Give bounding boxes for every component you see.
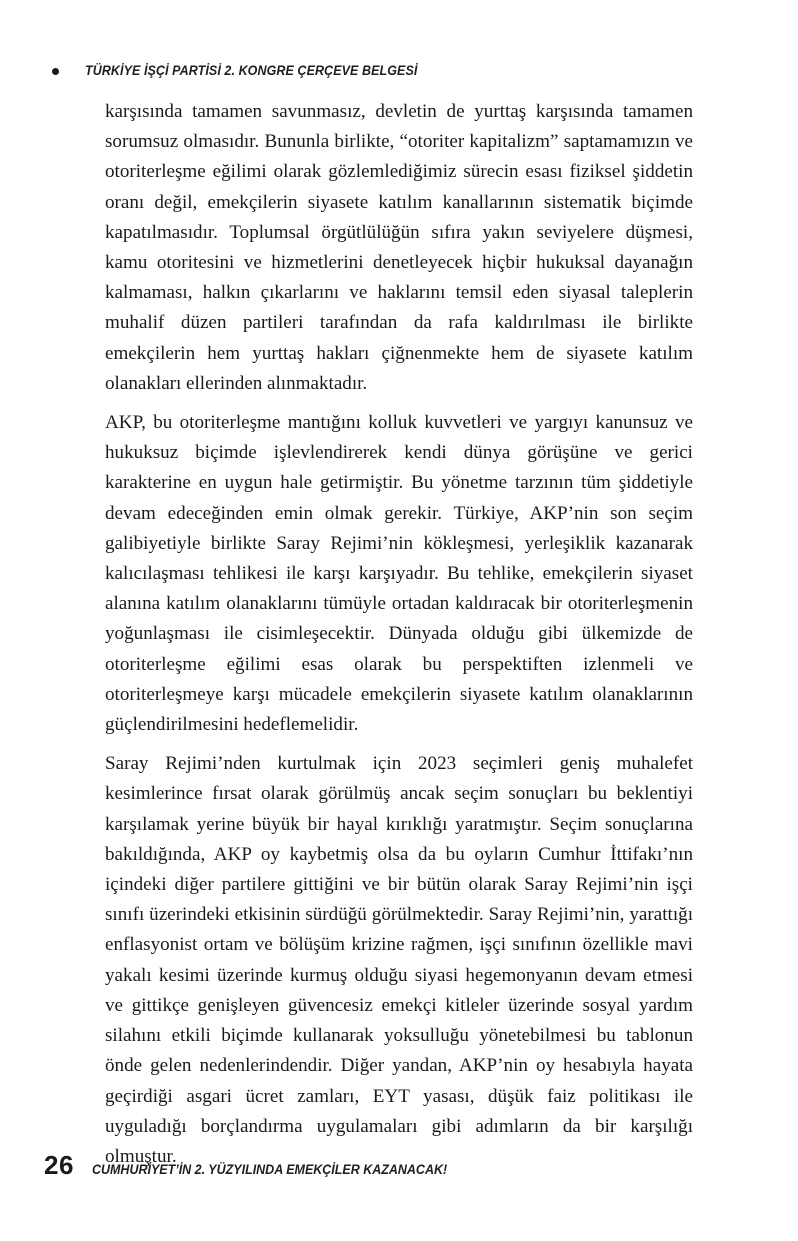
bullet-dot-icon bbox=[52, 68, 59, 75]
page-number: 26 bbox=[44, 1150, 74, 1180]
page-footer bbox=[44, 1152, 744, 1184]
running-head bbox=[48, 60, 748, 82]
body-paragraph: karşısında tamamen savunmasız, devletin de yurttaş karşısında tamamen sorumsuz olmasıdır. Bununla birlikte, “otoriter kapitalizm” saptamamızın ve otoriterleşme eğilimi olarak gözlemlediğimiz sürecin esası fiziksel şiddetin oranı değil, emekçilerin siyasete katılım kanallarının sistematik biçimde kapatılmasıdır. Toplumsal örgütlülüğün sıfıra yakın seviyelere düşmesi, kamu otoritesini ve hizmetlerini denetleyecek hiçbir hukuksal dayanağın kalmaması, halkın çıkarlarını ve haklarını temsil eden siyasal taleplerin muhalif düzen partileri tarafından da rafa kaldırılması ile birlikte emekçilerin hem yurttaş hakları çiğnenmekte hem de siyasete katılım olanakları ellerinden alınmaktadır. bbox=[105, 101, 693, 394]
body-paragraph: AKP, bu otoriterleşme mantığını kolluk kuvvetleri ve yargıyı kanunsuz ve hukuksuz biçimde işlevlendirerek kendi dünya görüşüne ve gerici karakterine en uygun hale getirmiştir. Bu yönetme tarzının tüm şiddetiyle devam edeceğinden emin olmak gerekir. Türkiye, AKP’nin son seçim galibiyetiyle birlikte Saray Rejimi’nin kökleşmesi, yerleşiklik kazanarak kalıcılaşması tehlikesi ile karşı karşıyadır. Bu tehlike, emekçilerin siyaset alanına katılım olanaklarını tümüyle ortadan kaldıracak bir otoriterleşmenin yoğunlaşması ile cisimleşecektir. Dünyada olduğu gibi ülkemizde de otoriterleşme eğilimi esas olarak bu perspektiften izlenmeli ve otoriterleşmeye karşı mücadele emekçilerin siyasete katılım olanaklarının güçlendirilmesini hedeflemelidir. bbox=[105, 412, 693, 736]
footer-title: CUMHURİYET’İN 2. YÜZYILINDA EMEKÇİLER KAZANACAK! bbox=[91, 1162, 448, 1178]
body-text-column bbox=[105, 97, 693, 1172]
running-head-title: TÜRKİYE İŞÇİ PARTİSİ 2. KONGRE ÇERÇEVE BELGESİ bbox=[85, 63, 418, 79]
body-paragraph: Saray Rejimi’nden kurtulmak için 2023 seçimleri geniş muhalefet kesimlerince fırsat olarak görülmüş ancak seçim sonuçları bu beklentiyi karşılamak yerine büyük bir hayal kırıklığı yaratmıştır. Seçim sonuçlarına bakıldığında, AKP oy kaybetmiş olsa da bu oyların Cumhur İttifakı’nın içindeki diğer partilere gittiğini ve bir bütün olarak Saray Rejimi’nin işçi sınıfı üzerindeki etkisinin sürdüğü görülmektedir. Saray Rejimi’nin, yarattığı enflasyonist ortam ve bölüşüm krizine rağmen, işçi sınıfının özellikle mavi yakalı kesimi üzerinde kurmuş olduğu siyasi hegemonyanın devam etmesi ve gittikçe genişleyen güvencesiz emekçi kitleler üzerinde sosyal yardım silahını etkili biçimde kullanarak yoksulluğu yönetebilmesi bu tablonun önde gelen nedenlerindendir. Diğer yandan, AKP’nin oy hesabıyla hayata geçirdiği asgari ücret zamları, EYT yasası, düşük faiz politikası ile uyguladığı borçlandırma uygulamaları gibi adımların da bir karşılığı olmuştur. bbox=[105, 753, 693, 1167]
